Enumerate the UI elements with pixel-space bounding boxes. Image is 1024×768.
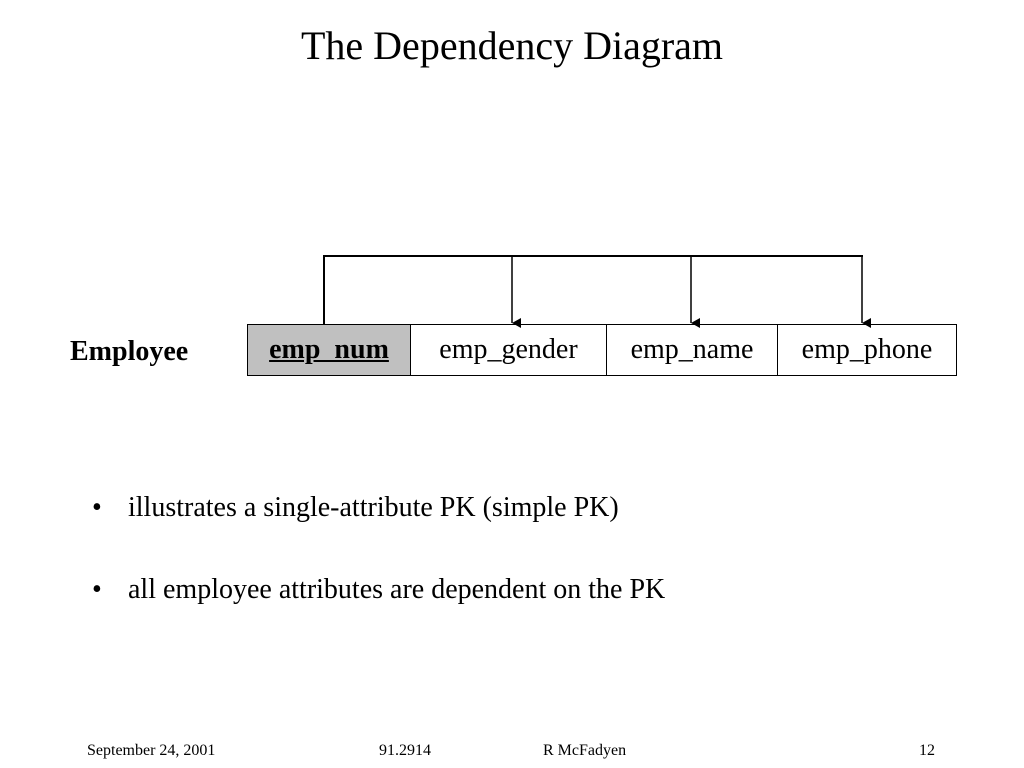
attribute-emp-num: emp_num	[248, 325, 410, 375]
bullet-item	[92, 572, 665, 608]
bullet-text: all employee attributes are dependent on the PK	[128, 574, 666, 605]
bullet-list	[92, 490, 665, 654]
attribute-emp-phone: emp_phone	[777, 325, 956, 375]
slide-title: The Dependency Diagram	[300, 23, 724, 68]
footer-date: September 24, 2001	[87, 742, 216, 759]
attribute-emp-gender: emp_gender	[410, 325, 606, 375]
bullet-text: illustrates a single-attribute PK (simple PK)	[128, 492, 619, 523]
bullet-item	[92, 490, 665, 526]
attribute-emp-name: emp_name	[606, 325, 777, 375]
entity-name: Employee	[70, 336, 189, 367]
bullet-dot-icon: •	[92, 492, 102, 523]
bullet-dot-icon: •	[92, 574, 102, 605]
footer-course: 91.2914	[379, 742, 431, 759]
footer-page-number: 12	[919, 742, 935, 759]
footer-author: R McFadyen	[543, 742, 627, 759]
